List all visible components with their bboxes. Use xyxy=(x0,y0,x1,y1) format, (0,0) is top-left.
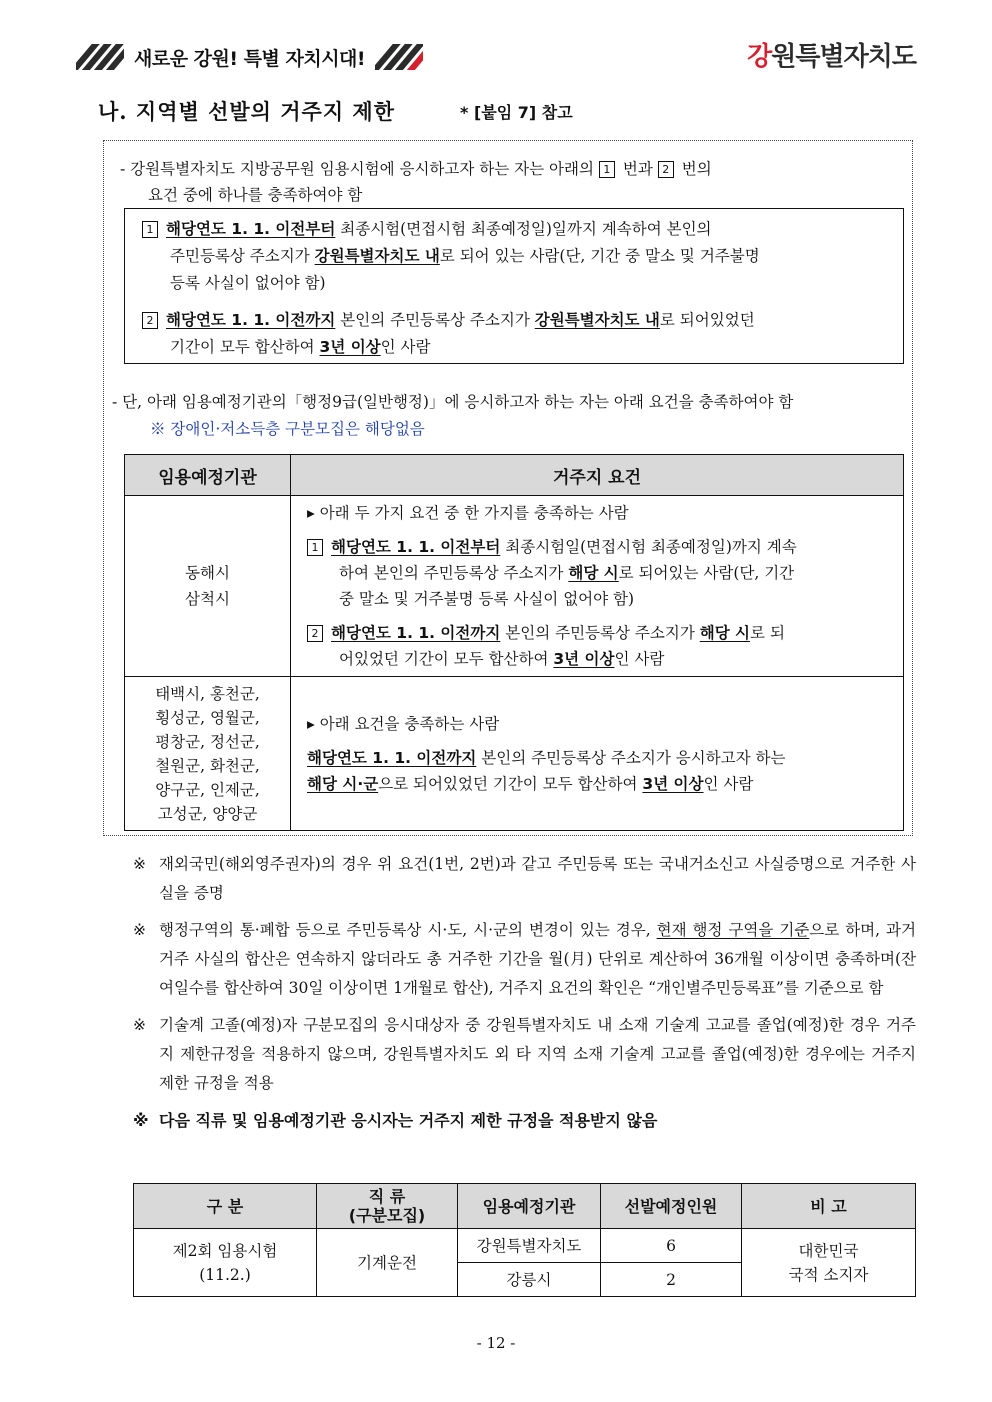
table-row xyxy=(125,677,904,831)
requirement-1-line-2: 주민등록상 주소지가 강원특별자치도 내로 되어 있는 사람(단, 기간 중 말소 및 거주불명 xyxy=(170,247,760,265)
job-cell: 기계운전 xyxy=(317,1229,458,1297)
requirement-2-line-1: 2 해당연도 1. 1. 이전까지 본인의 주민등록상 주소지가 강원특별자치도 내로 되어있었던 xyxy=(142,307,755,333)
count-cell: 2 xyxy=(601,1263,742,1297)
note-district-merge: ※ 행정구역의 통·폐합 등으로 주민등록상 시·도, 시·군의 변경이 있는 경우, 현재 행정 구역을 기준으로 하며, 과거 거주 사실의 합산은 연속하지 않더라도 총 거주한 기간을 월(月) 단위로 계산하여 36개월 이상이면 충족하며(잔여일수를 합산하여 30일 이상이면 1개월로 합산), 거주지 요건의 확인은 “개인별주민등록표”를 기준으로 함 xyxy=(133,921,916,997)
slogan-banner xyxy=(76,40,423,74)
stripe-decoration-right-icon xyxy=(375,44,423,70)
section-title: 나. 지역별 선발의 거주지 제한 xyxy=(98,99,395,124)
requirement-1-line-1: 1 해당연도 1. 1. 이전부터 최종시험(면접시험 최종예정일)일까지 계속하여 본인의 xyxy=(142,216,712,242)
header-job: 직 류 (구분모집) xyxy=(317,1184,458,1229)
note-exemption: ※ 다음 직류 및 임용예정기관 응시자는 거주지 제한 규정을 적용받지 않음 xyxy=(133,1111,658,1130)
page-header xyxy=(76,40,916,74)
header-division: 구 분 xyxy=(134,1184,317,1229)
count-cell: 6 xyxy=(601,1229,742,1263)
header-note: 비 고 xyxy=(742,1184,916,1229)
org-cell: 강릉시 xyxy=(458,1263,601,1297)
notes-list xyxy=(133,850,916,1143)
header-org: 임용예정기관 xyxy=(458,1184,601,1229)
intro-line-2: 요건 중에 하나를 충족하여야 함 xyxy=(148,186,363,204)
note-technical-school: ※ 기술계 고졸(예정)자 구분모집의 응시대상자 중 강원특별자치도 내 소재 기술계 고교를 졸업(예정)한 경우 거주지 제한규정을 적용하지 않으며, 강원특별자치도 외 타 지역 소재 기술계 고교를 졸업(예정)한 경우에는 거주지 제한 규정을 적용 xyxy=(133,1016,916,1092)
org-cell: 강원특별자치도 xyxy=(458,1229,601,1263)
slogan-text: 새로운 강원! 특별 자치시대! xyxy=(134,47,366,70)
header-count: 선발예정인원 xyxy=(601,1184,742,1229)
table-row xyxy=(134,1229,916,1263)
table-header-requirement: 거주지 요건 xyxy=(291,455,904,496)
exemption-table xyxy=(133,1183,916,1297)
stripe-decoration-left-icon xyxy=(76,44,124,70)
division-cell: 제2회 임용시험 (11.2.) xyxy=(134,1229,317,1297)
requirement-2-line-2: 기간이 모두 합산하여 3년 이상인 사람 xyxy=(170,338,431,356)
exception-intro-line-1: - 단, 아래 임용예정기관의「행정9급(일반행정)」에 응시하고자 하는 자는 아래 요건을 충족하여야 함 xyxy=(112,393,794,411)
table-header-org: 임용예정기관 xyxy=(125,455,291,496)
org-cell: 동해시 삼척시 xyxy=(125,496,291,677)
section-reference: * [붙임 7] 참고 xyxy=(460,103,573,122)
requirement-cell: ▸ 아래 요건을 충족하는 사람 해당연도 1. 1. 이전까지 본인의 주민등록상 주소지가 응시하고자 하는 해당 시·군으로 되어있었던 기간이 모두 합산하여 3년 이상인 사람 xyxy=(291,677,904,831)
intro-line-1: - 강원특별자치도 지방공무원 임용시험에 응시하고자 하는 자는 아래의 1 번과 2 번의 xyxy=(120,160,712,178)
note-overseas: ※ 재외국민(해외영주권자)의 경우 위 요건(1번, 2번)과 같고 주민등록 또는 국내거소신고 사실증명으로 거주한 사실을 증명 xyxy=(133,855,916,902)
exception-intro-note: ※ 장애인·저소득층 구분모집은 해당없음 xyxy=(150,420,425,438)
note-cell: 대한민국 국적 소지자 xyxy=(742,1229,916,1297)
page-number: - 12 - xyxy=(476,1334,516,1352)
requirement-1-line-3: 등록 사실이 없어야 함) xyxy=(170,274,326,292)
brand-logo: 강원특별자치도 xyxy=(747,42,916,72)
org-cell: 태백시, 홍천군, 횡성군, 영월군, 평창군, 정선군, 철원군, 화천군, 양구군, 인제군, 고성군, 양양군 xyxy=(125,677,291,831)
table-row xyxy=(125,496,904,677)
requirement-cell: ▸ 아래 두 가지 요건 중 한 가지를 충족하는 사람 1 해당연도 1. 1. 이전부터 최종시험일(면접시험 최종예정일)까지 계속 하여 본인의 주민등록상 주소지가 해당 시로 되어있는 사람(단, 기간 중 말소 및 거주불명 등록 사실이 없어야 함) 2 해당연도 1. 1. 이전까지 본인의 주민등록상 주소지가 해당 시로 되 어있었던 기간이 모두 합산하여 3년 이상인 사람 xyxy=(291,496,904,677)
residence-table xyxy=(124,454,904,831)
